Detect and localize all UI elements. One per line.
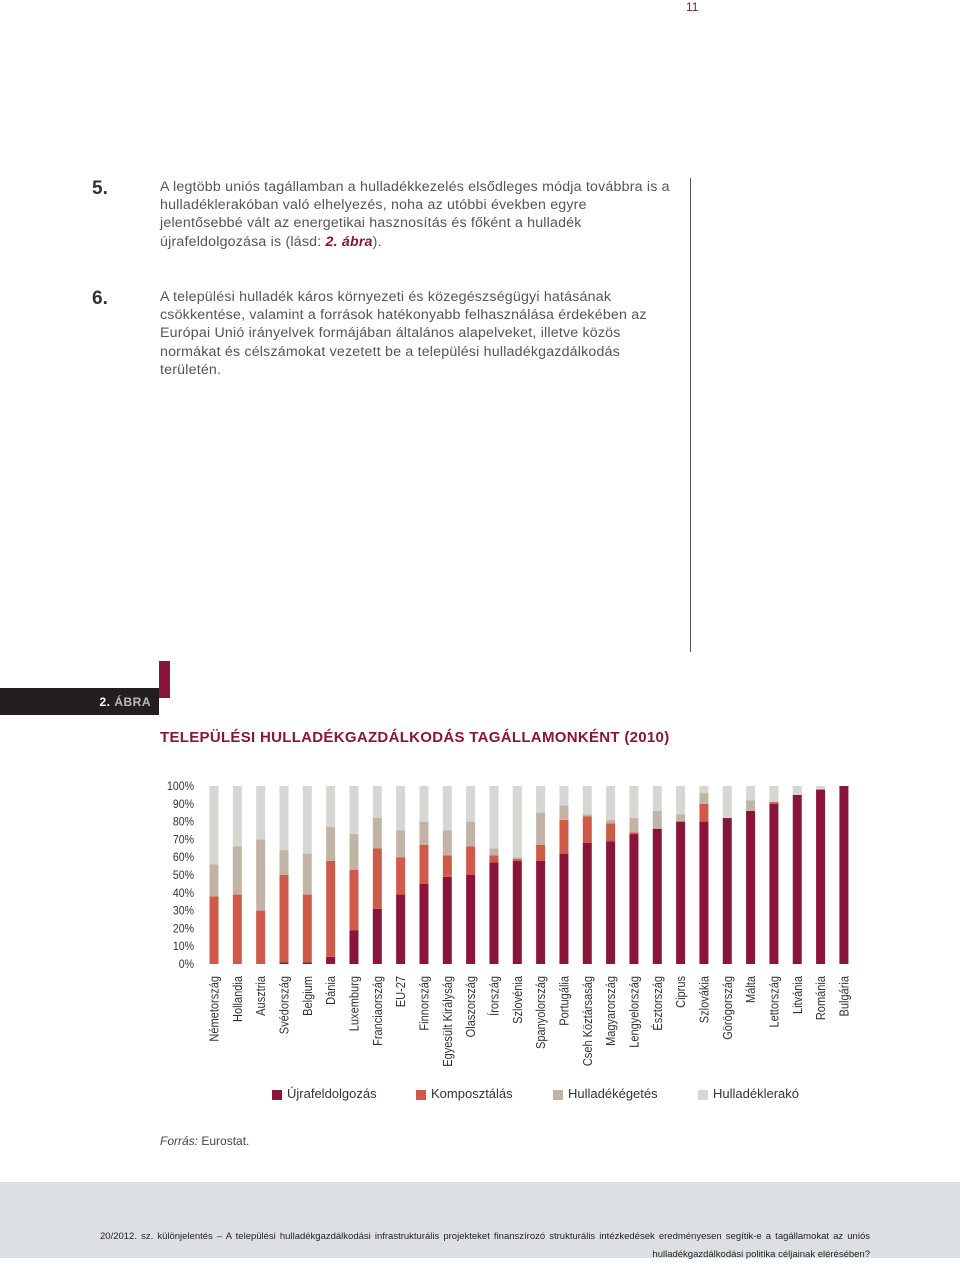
bar-segment: [279, 962, 288, 964]
bar-segment: [466, 822, 475, 847]
x-tick-label: Bulgária: [836, 976, 852, 1017]
bar-segment: [513, 857, 522, 859]
y-tick-label: 0%: [178, 958, 194, 972]
figure-tag: [0, 688, 159, 715]
bar-segment: [559, 854, 568, 964]
bar-segment: [443, 855, 452, 876]
bar-segment: [233, 847, 242, 895]
bar-segment: [629, 818, 638, 832]
figure-title: TELEPÜLÉSI HULLADÉKGAZDÁLKODÁS TAGÁLLAMONKÉNT (2010): [160, 729, 670, 746]
source-value: Eurostat.: [201, 1134, 250, 1148]
x-tick-label: Portugália: [556, 976, 572, 1026]
x-tick-label: Lettország: [766, 976, 782, 1028]
y-tick-label: 50%: [172, 869, 194, 883]
bar-segment: [699, 822, 708, 964]
page-number: 11: [686, 0, 699, 14]
legend-item-landfill: [698, 1086, 799, 1101]
footer-text: 20/2012. sz. különjelentés – A települési hulladékgazdálkodási infrastrukturális projekteket finanszírozó strukturális intézkedések eredményesen segítik-e a tagállamokat az uniós hulladékgazdálkodási politika céljainak elérésében?: [100, 1231, 870, 1260]
bar-segment: [629, 786, 638, 818]
bar-segment: [676, 822, 685, 964]
bar-segment: [443, 831, 452, 856]
bar-segment: [793, 786, 802, 795]
x-tick-label: Egyesült Királyság: [439, 976, 456, 1067]
y-tick-label: 70%: [172, 833, 194, 847]
bar-segment: [769, 786, 778, 802]
bar-segment: [279, 850, 288, 875]
bar-segment: [349, 930, 358, 964]
bar-segment: [489, 848, 498, 855]
bar-segment: [373, 848, 382, 909]
legend-item-composting: [416, 1086, 513, 1101]
x-tick-label: Észtország: [649, 976, 666, 1031]
bar-segment: [536, 786, 545, 813]
legend-swatch: [272, 1090, 282, 1100]
bar-segment: [746, 811, 755, 964]
x-tick-label: Franciaország: [369, 976, 386, 1046]
legend-swatch: [416, 1090, 426, 1100]
bar-segment: [349, 786, 358, 834]
x-tick-label: Szlovákia: [696, 976, 712, 1024]
x-tick-label: Románia: [813, 976, 829, 1021]
paragraph-5: [92, 178, 672, 251]
x-tick-label: Ausztria: [253, 976, 269, 1016]
bar-segment: [489, 786, 498, 848]
legend-item-incineration: [553, 1086, 658, 1101]
bar-segment: [256, 839, 265, 910]
bar-segment: [769, 802, 778, 804]
x-tick-label: Lengyelország: [626, 976, 642, 1048]
x-tick-label: Luxemburg: [346, 976, 362, 1032]
legend-item-recycling: [272, 1086, 377, 1101]
bar-segment: [210, 864, 219, 896]
x-tick-label: Spanyolország: [533, 976, 549, 1050]
x-tick-label: Litvánia: [789, 976, 805, 1015]
legend-swatch: [698, 1090, 708, 1100]
figure-label: [99, 695, 151, 709]
y-tick-label: 100%: [166, 780, 194, 794]
x-tick-label: Görögország: [719, 976, 735, 1040]
bar-segment: [559, 820, 568, 854]
bar-segment: [443, 877, 452, 964]
bar-segment: [256, 911, 265, 964]
legend-label: Hulladékégetés: [568, 1086, 658, 1101]
bar-segment: [279, 786, 288, 850]
y-tick-label: 80%: [172, 816, 194, 829]
x-tick-label: Málta: [743, 976, 759, 1003]
bar-segment: [513, 859, 522, 861]
paragraph-text-start: A legtöbb uniós tagállamban a hulladékkezelés elsődleges módja továbbra is a hulladéklerakóban való elhelyezés, noha az utóbbi években egyre jelentősebbé vált az energetikai hasznosítás és főként a hulladék újrafeldolgozása is (lásd:: [160, 179, 670, 250]
legend-label: Újrafeldolgozás: [287, 1086, 377, 1101]
bar-segment: [583, 843, 592, 964]
bar-segment: [419, 845, 428, 884]
bar-segment: [629, 834, 638, 964]
bar-segment: [746, 800, 755, 811]
y-tick-label: 40%: [172, 887, 194, 900]
bar-segment: [653, 786, 662, 811]
bar-segment: [676, 814, 685, 821]
y-tick-label: 90%: [172, 798, 194, 811]
bar-segment: [629, 832, 638, 834]
paragraph-text: A települési hulladék káros környezeti és közegészségügyi hatásának csökkentése, valamint a források hatékonyabb felhasználása érdekében az Európai Unió irányelvek formájában általános alapelveket, illetve közös normákat és célszámokat vezetett be a települési hulladékgazdálkodás területén.: [160, 289, 647, 378]
bar-segment: [723, 818, 732, 964]
bar-segment: [793, 795, 802, 964]
bar-segment: [606, 786, 615, 820]
stacked-bar-chart: [160, 776, 860, 1076]
bar-segment: [653, 811, 662, 829]
bar-segment: [536, 845, 545, 861]
legend-swatch: [553, 1090, 563, 1100]
x-tick-label: Hollandia: [229, 976, 246, 1023]
bar-segment: [466, 786, 475, 822]
bar-segment: [699, 804, 708, 822]
bar-segment: [536, 861, 545, 964]
x-tick-label: Szlovénia: [509, 976, 526, 1024]
figure-accent-bar: [159, 661, 170, 698]
x-tick-label: EU-27: [393, 976, 409, 1008]
bar-segment: [419, 822, 428, 845]
bar-segment: [396, 895, 405, 964]
paragraph-number: 6.: [92, 288, 108, 309]
bar-segment: [210, 786, 219, 864]
y-tick-label: 10%: [172, 940, 194, 954]
bar-segment: [396, 857, 405, 894]
bar-segment: [513, 786, 522, 857]
bar-segment: [373, 786, 382, 818]
figure-label-word: ÁBRA: [114, 695, 151, 709]
bar-segment: [443, 786, 452, 831]
paragraph-text-end: ).: [372, 233, 382, 250]
bar-segment: [769, 804, 778, 964]
bar-segment: [466, 875, 475, 964]
bar-segment: [583, 816, 592, 843]
bar-segment: [583, 814, 592, 816]
bar-segment: [303, 786, 312, 854]
bar-segment: [373, 818, 382, 848]
bar-segment: [653, 829, 662, 964]
bar-segment: [816, 790, 825, 964]
bar-segment: [326, 827, 335, 861]
source-label: Forrás:: [160, 1134, 199, 1148]
figure-reference: 2. ábra: [325, 233, 373, 250]
y-tick-label: 20%: [172, 922, 194, 936]
bar-segment: [303, 895, 312, 963]
x-tick-label: Svédország: [276, 976, 292, 1035]
bar-segment: [559, 786, 568, 806]
x-tick-label: Olaszország: [463, 976, 479, 1038]
bar-segment: [349, 870, 358, 931]
bar-segment: [349, 834, 358, 870]
legend-label: Hulladéklerakó: [713, 1086, 799, 1101]
x-tick-label: Magyarország: [603, 976, 619, 1046]
bar-segment: [839, 786, 848, 964]
bar-segment: [606, 841, 615, 964]
bar-segment: [723, 786, 732, 818]
x-tick-label: Ciprus: [673, 976, 689, 1008]
bar-segment: [279, 875, 288, 962]
bar-segment: [699, 786, 708, 793]
bar-segment: [606, 820, 615, 824]
bar-segment: [303, 962, 312, 964]
x-tick-label: Írország: [486, 976, 502, 1016]
paragraph-text: [160, 178, 672, 251]
column-divider: [690, 178, 691, 652]
bar-segment: [583, 786, 592, 814]
x-tick-label: Cseh Köztársaság: [579, 976, 596, 1067]
x-tick-label: Belgium: [299, 976, 316, 1016]
paragraph-6: [92, 288, 672, 379]
bar-segment: [559, 806, 568, 820]
bar-segment: [419, 786, 428, 822]
bar-segment: [536, 813, 545, 845]
bar-segment: [256, 786, 265, 839]
bar-segment: [816, 786, 825, 790]
bar-segment: [326, 786, 335, 827]
bar-segment: [466, 847, 475, 875]
bar-segment: [303, 854, 312, 895]
x-tick-label: Finnország: [416, 976, 432, 1031]
paragraph-number: 5.: [92, 178, 108, 199]
bar-segment: [396, 831, 405, 858]
x-tick-label: Németország: [206, 976, 222, 1042]
bar-segment: [676, 786, 685, 814]
legend-label: Komposztálás: [431, 1086, 513, 1101]
bar-segment: [746, 786, 755, 800]
page-footer: [0, 1182, 960, 1258]
bar-segment: [396, 786, 405, 831]
figure-number: 2.: [99, 695, 111, 709]
bar-segment: [606, 823, 615, 841]
bar-segment: [326, 861, 335, 957]
bar-segment: [373, 909, 382, 964]
figure-source: [160, 1134, 249, 1148]
bar-segment: [210, 896, 219, 964]
bar-segment: [489, 855, 498, 862]
y-tick-label: 30%: [172, 905, 194, 918]
bar-segment: [326, 957, 335, 964]
x-tick-label: Dánia: [323, 976, 339, 1005]
bar-segment: [489, 863, 498, 964]
bar-segment: [233, 895, 242, 964]
y-tick-label: 60%: [172, 851, 194, 865]
bar-segment: [699, 793, 708, 804]
bar-segment: [233, 786, 242, 847]
bar-segment: [513, 861, 522, 964]
bar-segment: [419, 884, 428, 964]
